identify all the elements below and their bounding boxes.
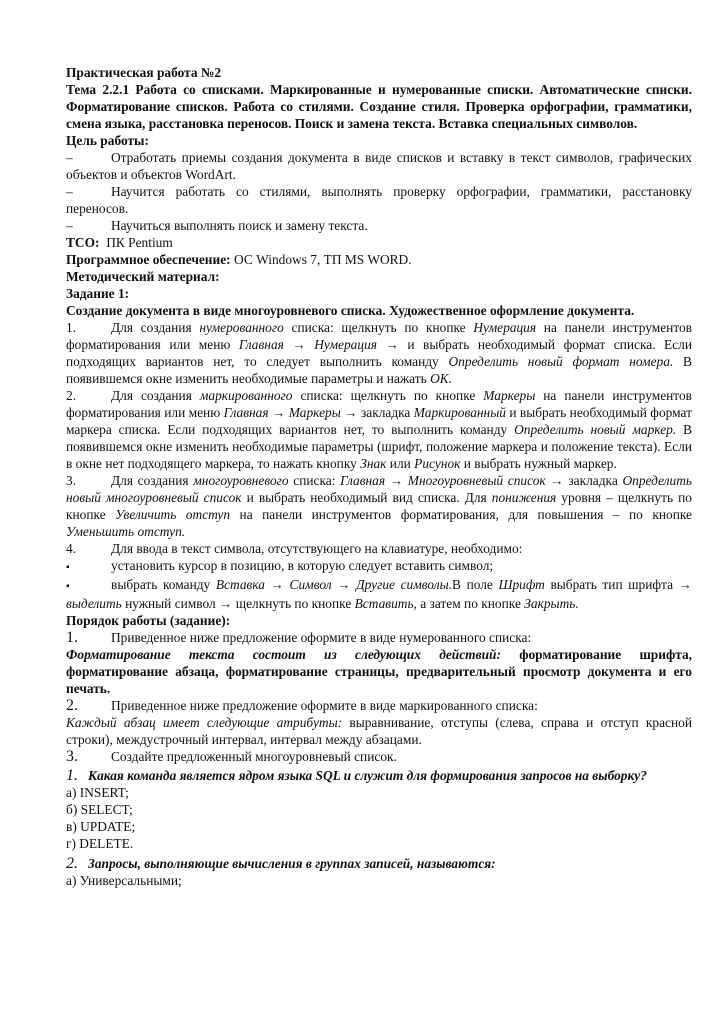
step-em: Определить новый многоуровневый список <box>66 473 692 505</box>
quiz-number: 2. <box>66 855 78 872</box>
step-text: В появившемся окне изменить необходимые параметры (шрифт, положение маркера и положение текста). Если в окне нет подходящего маркера, то нажать кнопку <box>66 422 693 471</box>
step-text: уровня – щелкнуть по кнопке <box>66 490 692 522</box>
step-text: и выбрать необходимый вид списка. Для <box>241 490 492 505</box>
order-number: 1. <box>66 629 78 646</box>
step-text: или <box>386 456 415 471</box>
document-page <box>66 64 692 889</box>
step-em: Определить новый формат номера. <box>448 354 674 369</box>
bullet-em: Закрыть. <box>524 596 579 611</box>
order-2 <box>66 697 692 714</box>
bullet-text: выбрать команду <box>111 577 216 592</box>
dash-marker: – <box>66 150 73 165</box>
order-heading: Порядок работы (задание): <box>66 613 231 628</box>
goal-heading: Цель работы: <box>66 133 149 148</box>
bullet-text: нужный символ → щелкнуть по кнопке <box>121 596 355 611</box>
step-em: Маркеры <box>483 388 536 403</box>
step-em: Главная → Многоуровневый список → <box>340 473 564 488</box>
step-em: Рисунок <box>414 456 461 471</box>
page-title: Практическая работа №2 <box>66 65 222 80</box>
software-line <box>66 251 692 268</box>
step-text: списка: щелкнуть по кнопке <box>283 320 474 335</box>
order-1-sentence <box>66 646 692 697</box>
goal-item <box>66 183 692 217</box>
bullet-icon: ▪ <box>66 581 70 592</box>
bullet-text: выбрать тип шрифта <box>544 577 679 592</box>
bullet-item <box>66 557 692 576</box>
step-text: и выбрать необходимый формат списка. Если подходящих вариантов нет, то следует выполнить команду <box>66 337 693 369</box>
step-number: 1. <box>66 320 77 335</box>
step-em: Знак <box>360 456 387 471</box>
bullet-em: Вставка → Символ → Другие символы. <box>215 577 453 592</box>
bullet-em: Вставить, <box>354 596 417 611</box>
step-text: на панели инструментов форматирования или меню <box>66 388 692 420</box>
tso-label: ТСО: <box>66 235 100 250</box>
step-text: списка: щелкнуть по кнопке <box>292 388 484 403</box>
step-text: закладка <box>563 473 623 488</box>
step-text: закладка <box>357 405 414 420</box>
step-text: и выбрать нужный маркер. <box>460 456 617 471</box>
bullet-em: → выделить <box>66 577 693 611</box>
quiz-option: г) DELETE. <box>66 836 134 851</box>
step-text: Для создания <box>111 473 194 488</box>
sentence-rest: форматирование шрифта, форматирование абзаца, форматирование страницы, предварительный просмотр документа и его печать. <box>66 647 692 696</box>
quiz-text: Какая команда является ядром языка SQL и служит для формирования запросов на выборку? <box>88 768 647 783</box>
topic: Тема 2.2.1 Работа со списками. Маркированные и нумерованные списки. Автоматические списки. Форматирование списков. Работа со стилями. Создание стиля. Проверка орфографии, грамматики, смена языка, расстановка переносов. Поиск и замена текста. Вставка специальных символов. <box>66 82 692 131</box>
order-text: Создайте предложенный многоуровневый список. <box>111 749 397 764</box>
tso-value: ПК Pentium <box>106 235 173 250</box>
step-em: Определить новый маркер. <box>514 422 677 437</box>
step-text: Для создания <box>111 320 200 335</box>
goal-text: Отработать приемы создания документа в виде списков и вставку в текст символов, графических объектов и объектов WordArt. <box>66 150 692 182</box>
step-em: Главная → Маркеры → <box>223 405 358 420</box>
step-number: 3. <box>66 473 77 488</box>
step-em: Уменьшить отступ. <box>66 524 186 539</box>
step-em: Увеличить отступ <box>115 507 231 522</box>
step-text: списка: <box>288 473 341 488</box>
step-text: В появившемся окне изменить необходимые параметры и нажать <box>66 354 692 386</box>
sentence-rest: выравнивание, отступы (слева, справа и отступ красной строки), междустрочный интервал, интервал между абзацами. <box>66 715 693 747</box>
software-value: ОС Windows 7, ТП MS WORD. <box>234 252 412 267</box>
step-text: на панели инструментов форматирования, для повышения – по кнопке <box>230 507 692 522</box>
order-3 <box>66 748 692 765</box>
step-em: маркированного <box>199 388 293 403</box>
goal-item <box>66 217 692 234</box>
tso-line <box>66 234 692 251</box>
order-text: Приведенное ниже предложение оформите в виде маркированного списка: <box>111 698 538 713</box>
quiz-option: а) Универсальными; <box>66 873 182 888</box>
dash-marker: – <box>66 184 73 199</box>
step-3 <box>66 472 692 540</box>
step-text: и выбрать необходимый формат маркера списка. Если подходящих вариантов нет, то выполнить команду <box>66 405 692 437</box>
step-em: OK. <box>430 371 453 386</box>
step-em: понижения <box>491 490 557 505</box>
sentence-lead: Форматирование текста состоит из следующих действий: <box>66 647 501 662</box>
bullet-text: а затем по кнопке <box>416 596 525 611</box>
quiz-question-1 <box>66 767 692 784</box>
quiz-option: б) SELECT; <box>66 802 133 817</box>
goal-text: Научиться выполнять поиск и замену текста. <box>111 218 368 233</box>
goal-item <box>66 149 692 183</box>
step-em: нумерованного <box>199 320 284 335</box>
dash-marker: – <box>66 218 73 233</box>
step-2 <box>66 387 692 472</box>
bullet-text: В поле <box>452 577 499 592</box>
bullet-icon: ▪ <box>66 562 70 573</box>
step-em: многоуровневого <box>193 473 289 488</box>
method-heading: Методический материал: <box>66 269 220 284</box>
step-text: Для ввода в текст символа, отсутствующего на клавиатуре, необходимо: <box>111 541 523 556</box>
quiz-option: в) UPDATE; <box>66 819 136 834</box>
quiz-option: а) INSERT; <box>66 785 129 800</box>
order-number: 3. <box>66 748 78 765</box>
step-em: Маркированный <box>413 405 506 420</box>
task1-title: Создание документа в виде многоуровневого списка. Художественное оформление документа. <box>66 303 635 318</box>
order-text: Приведенное ниже предложение оформите в виде нумерованного списка: <box>111 630 532 645</box>
quiz-number: 1. <box>66 767 78 784</box>
step-number: 4. <box>66 541 77 556</box>
task1-heading: Задание 1: <box>66 286 130 301</box>
quiz-text: Запросы, выполняющие вычисления в группах записей, называются: <box>88 856 496 871</box>
step-1 <box>66 319 692 387</box>
step-4 <box>66 540 692 557</box>
step-text: на панели инструментов форматирования или меню <box>66 320 693 352</box>
bullet-em: Шрифт <box>498 577 545 592</box>
bullet-text: установить курсор в позицию, в которую следует вставить символ; <box>111 558 494 573</box>
step-em: Главная → Нумерация → <box>238 337 399 352</box>
step-text: Для создания <box>111 388 200 403</box>
quiz-question-2 <box>66 855 692 872</box>
sentence-lead: Каждый абзац имеет следующие атрибуты: <box>66 715 343 730</box>
bullet-item <box>66 576 692 612</box>
step-number: 2. <box>66 388 77 403</box>
order-2-sentence <box>66 714 692 748</box>
software-label: Программное обеспечение: <box>66 252 231 267</box>
goal-text: Научится работать со стилями, выполнять проверку орфографии, грамматики, расстановку переносов. <box>66 184 692 216</box>
step-em: Нумерация <box>473 320 537 335</box>
order-number: 2. <box>66 697 78 714</box>
order-1 <box>66 629 692 646</box>
